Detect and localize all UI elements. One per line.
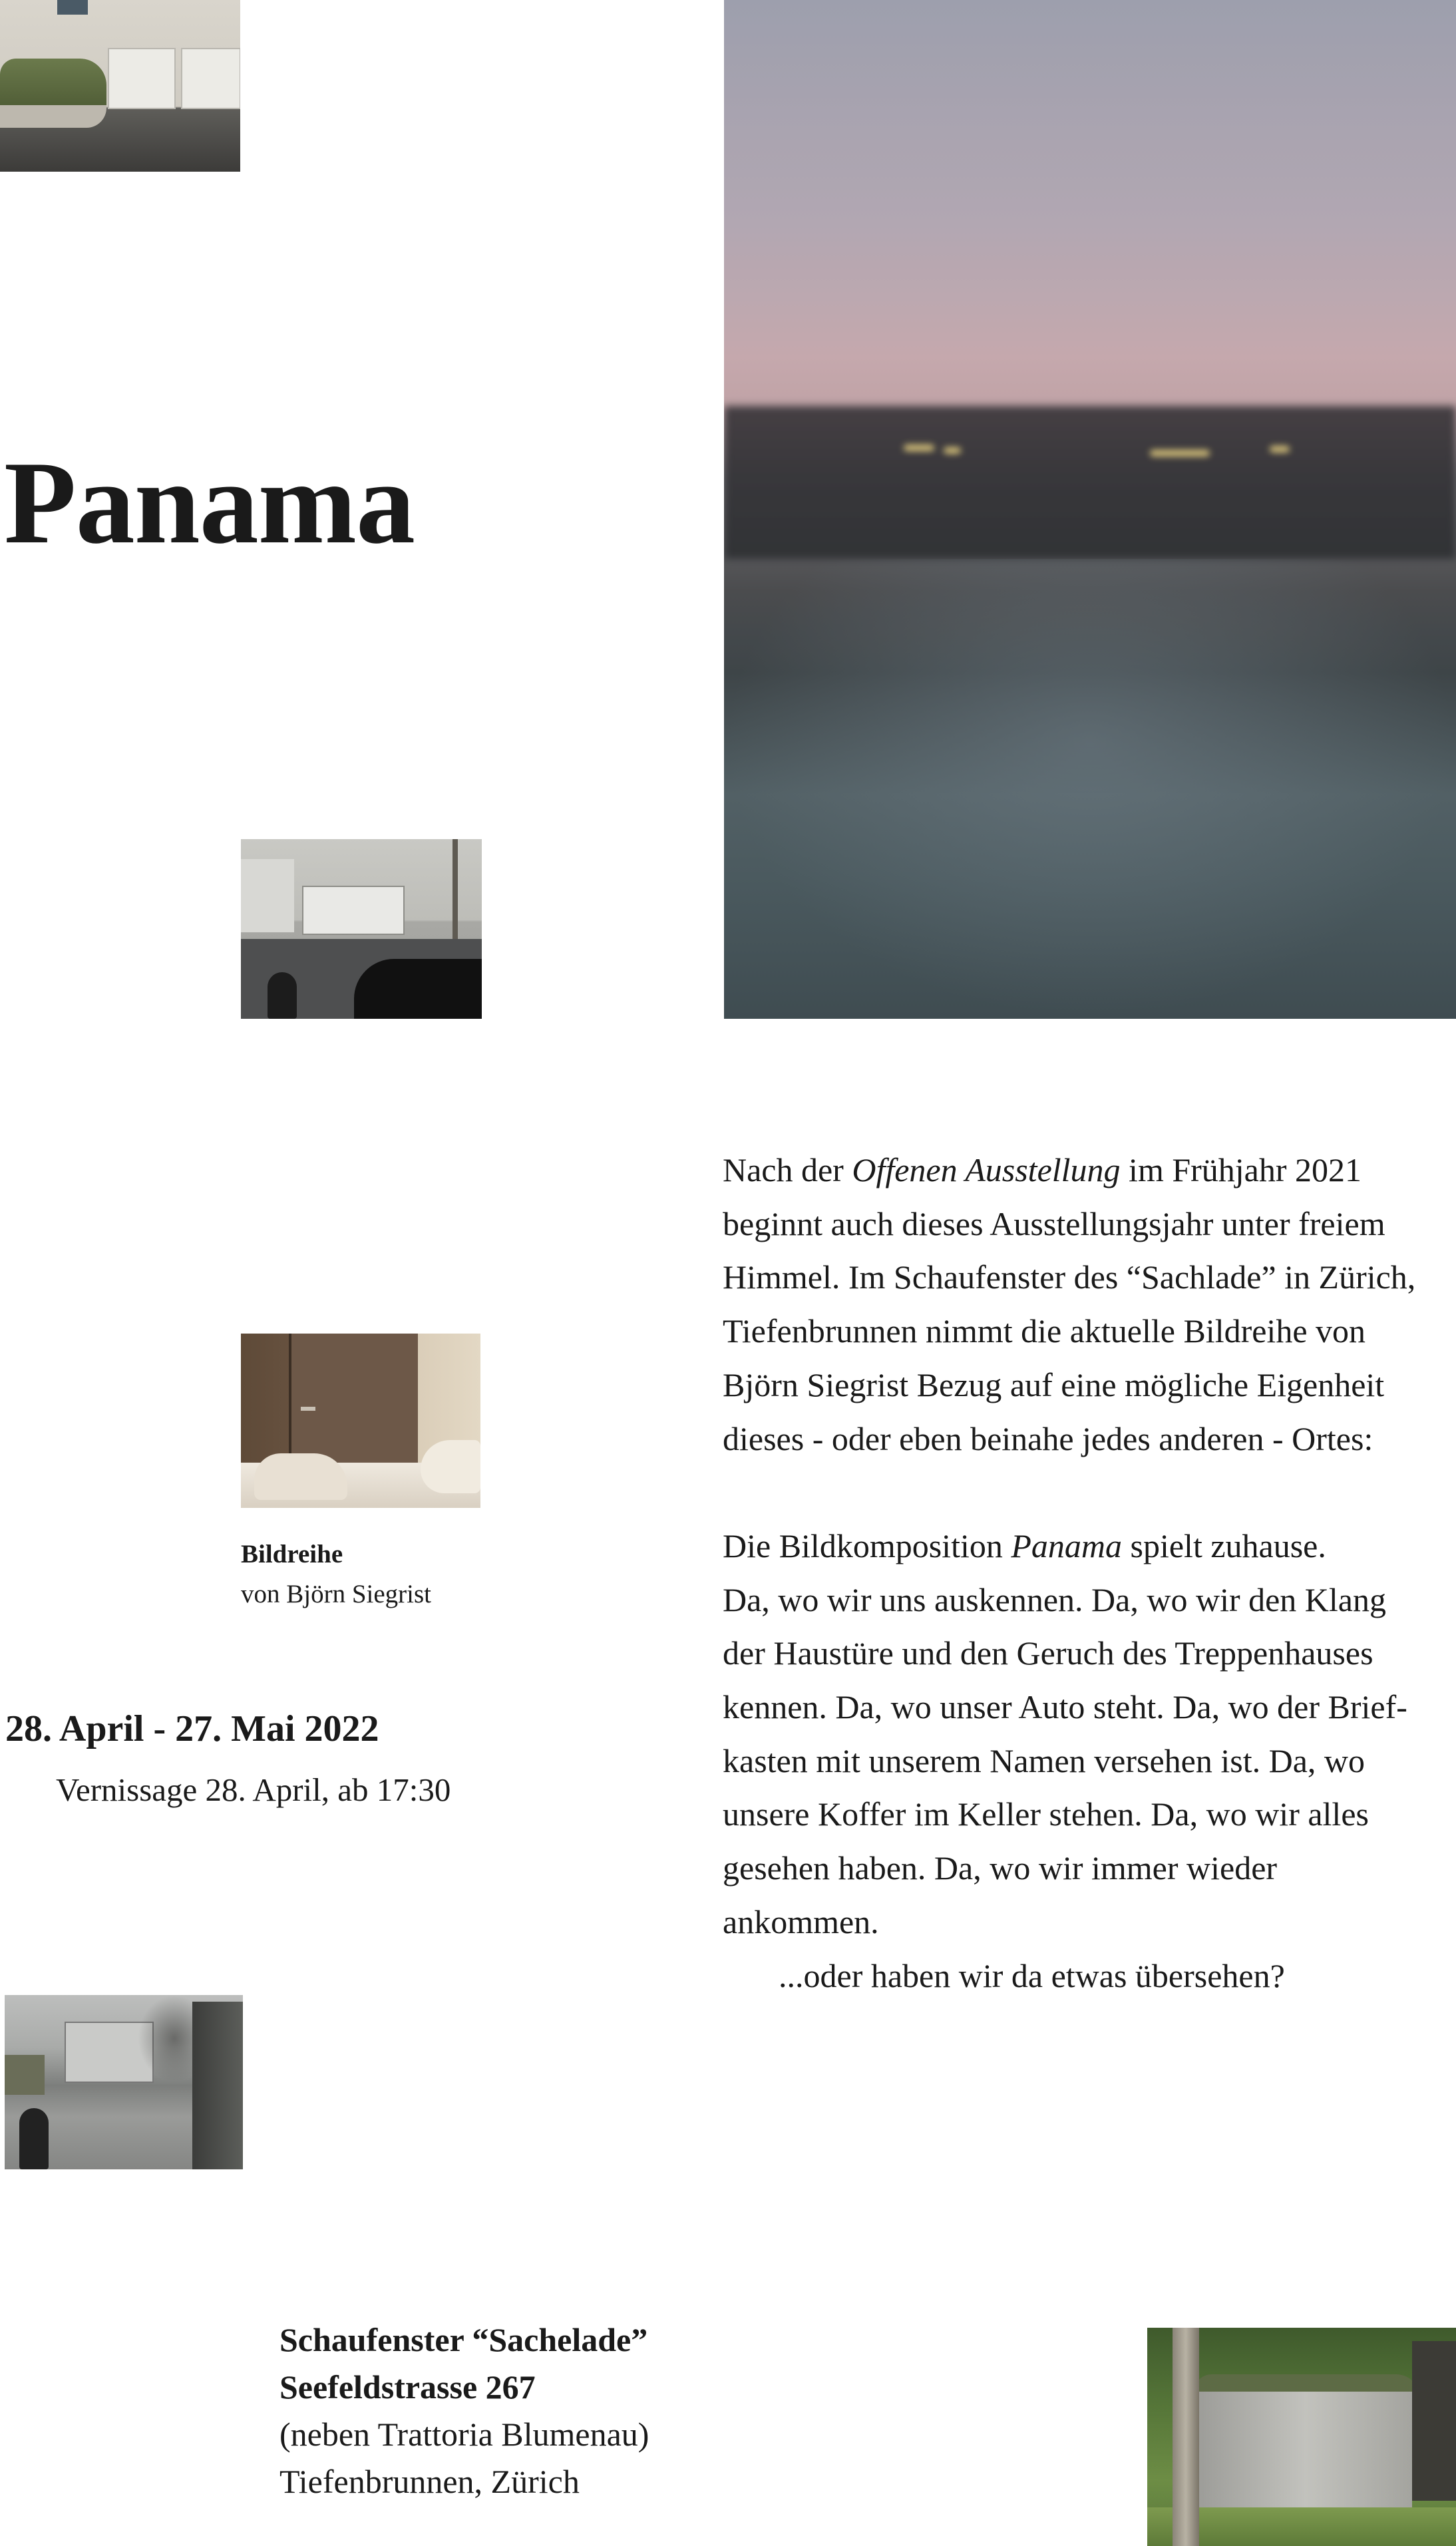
venue-name: Schaufenster “Sachelade” bbox=[279, 2321, 648, 2358]
body-line: Björn Siegrist Bezug auf eine mögliche Eigenheit bbox=[723, 1365, 1385, 1403]
address-block bbox=[279, 2316, 649, 2505]
page-title: Panama bbox=[4, 437, 415, 568]
series-artist: von Björn Siegrist bbox=[241, 1580, 432, 1608]
photo-house-garage bbox=[0, 0, 240, 172]
photo-bedroom bbox=[241, 1334, 480, 1508]
series-caption bbox=[241, 1535, 431, 1614]
body-line: kasten mit unserem Namen versehen ist. Da, wo bbox=[723, 1741, 1365, 1779]
body-line: beginnt auch dieses Ausstellungsjahr unter freiem bbox=[723, 1204, 1385, 1242]
body-text bbox=[723, 1143, 1456, 2002]
photo-garage-shadow bbox=[241, 839, 482, 1019]
body-line: der Haustüre und den Geruch des Treppenhauses bbox=[723, 1634, 1373, 1672]
body-line: Himmel. Im Schaufenster des “Sachlade” in Zürich, bbox=[723, 1258, 1416, 1296]
body-line-closing: ...oder haben wir da etwas übersehen? bbox=[779, 1956, 1285, 1994]
body-line: Die Bildkomposition Panama spielt zuhause. bbox=[723, 1527, 1326, 1564]
body-line: Da, wo wir uns auskennen. Da, wo wir den Klang bbox=[723, 1580, 1386, 1618]
photo-driveway-shadow bbox=[5, 1995, 243, 2169]
body-line: Nach der Offenen Ausstellung im Frühjahr 2021 bbox=[723, 1151, 1362, 1188]
series-label: Bildreihe bbox=[241, 1540, 343, 1568]
street-address: Seefeldstrasse 267 bbox=[279, 2368, 536, 2406]
body-line: dieses - oder eben beinahe jedes anderen - Ortes: bbox=[723, 1419, 1373, 1457]
body-line: kennen. Da, wo unser Auto steht. Da, wo der Brief- bbox=[723, 1688, 1407, 1726]
body-line: ankommen. bbox=[723, 1903, 879, 1940]
date-range: 28. April - 27. Mai 2022 bbox=[5, 1708, 379, 1749]
photo-foggy-lake bbox=[724, 0, 1456, 1019]
photo-concrete-bunker bbox=[1147, 2328, 1456, 2546]
city: Tiefenbrunnen, Zürich bbox=[279, 2463, 580, 2500]
body-line: unsere Koffer im Keller stehen. Da, wo wir alles bbox=[723, 1795, 1369, 1833]
opening-info: Vernissage 28. April, ab 17:30 bbox=[56, 1771, 451, 1808]
address-note: (neben Trattoria Blumenau) bbox=[279, 2416, 649, 2453]
body-line: Tiefenbrunnen nimmt die aktuelle Bildreihe von bbox=[723, 1312, 1366, 1350]
body-line: gesehen haben. Da, wo wir immer wieder bbox=[723, 1849, 1278, 1887]
